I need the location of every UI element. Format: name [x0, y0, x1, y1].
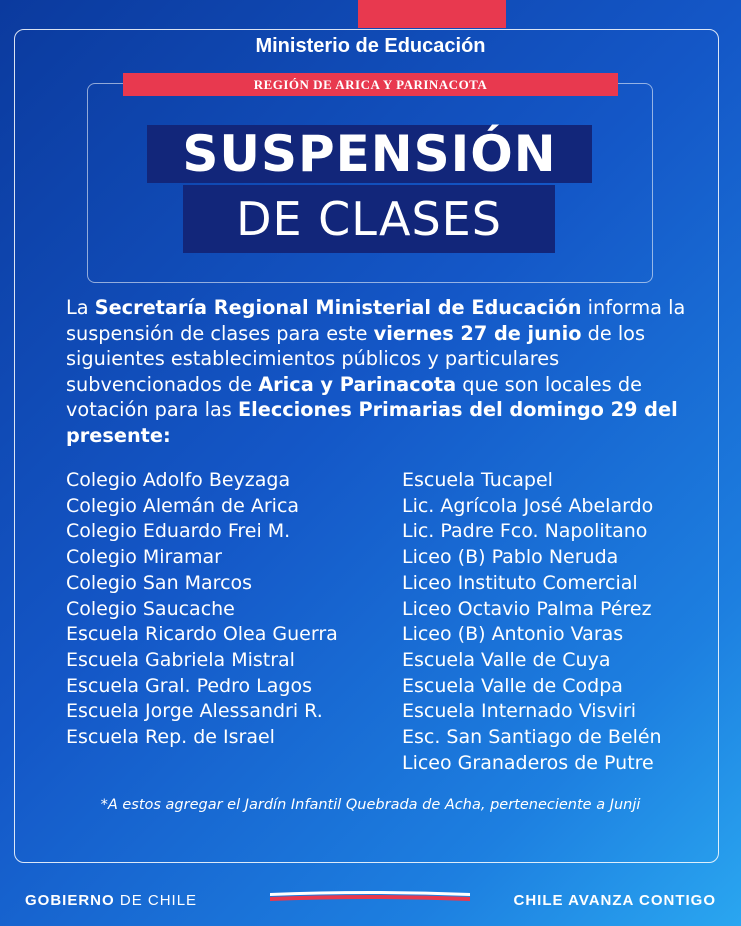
schools-list-right	[402, 468, 662, 776]
region-badge: REGIÓN DE ARICA Y PARINACOTA	[123, 73, 618, 96]
footer-gobierno-rest: DE CHILE	[114, 892, 198, 909]
footnote: *A estos agregar el Jardín Infantil Quebrada de Acha, perteneciente a Junji	[100, 797, 641, 813]
school-item: Lic. Agrícola José Abelardo	[402, 494, 654, 517]
school-item: Liceo Instituto Comercial	[402, 571, 638, 594]
flag-swoosh-icon	[270, 890, 470, 904]
school-item: Escuela Ricardo Olea Guerra	[66, 623, 338, 646]
title-line-2: DE CLASES	[183, 185, 555, 253]
ministry-name: Ministerio de Educación	[255, 35, 486, 57]
schools-list-left	[66, 468, 338, 751]
footer-gobierno	[25, 892, 197, 909]
footer-gobierno-bold: GOBIERNO	[25, 892, 115, 909]
intro-text: informa la suspensión de clases para este	[66, 296, 686, 345]
title-line-1: SUSPENSIÓN	[147, 125, 592, 183]
intro-text: de los siguientes establecimientos públicos y particulares subvencionados de	[66, 321, 646, 396]
school-item: Liceo Granaderos de Putre	[402, 751, 654, 774]
top-accent-tab	[358, 0, 506, 28]
school-item: Escuela Valle de Cuya	[402, 648, 611, 671]
school-item: Colegio San Marcos	[66, 571, 253, 594]
school-item: Liceo (B) Antonio Varas	[402, 623, 624, 646]
footer-slogan: CHILE AVANZA CONTIGO	[513, 892, 716, 909]
intro-bold-text: viernes 27 de junio	[373, 321, 582, 345]
intro-text: que son locales de votación para las	[66, 372, 642, 422]
school-item: Escuela Internado Visviri	[402, 700, 637, 723]
school-item: Escuela Gral. Pedro Lagos	[66, 674, 312, 697]
school-item: Lic. Padre Fco. Napolitano	[402, 520, 648, 543]
intro-text: La	[66, 296, 95, 319]
intro-paragraph	[66, 295, 691, 449]
school-item: Escuela Tucapel	[402, 469, 553, 491]
school-item: Esc. San Santiago de Belén	[402, 726, 662, 749]
school-item: Escuela Jorge Alessandri R.	[66, 700, 323, 723]
school-item: Colegio Eduardo Frei M.	[66, 520, 291, 543]
school-item: Colegio Alemán de Arica	[66, 494, 300, 517]
intro-bold-text: Secretaría Regional Ministerial de Educación	[94, 296, 582, 319]
intro-bold-text: Elecciones Primarias del domingo 29 del presente:	[66, 398, 678, 447]
school-item: Colegio Saucache	[66, 597, 235, 620]
school-item: Liceo Octavio Palma Pérez	[402, 597, 652, 620]
school-item: Colegio Adolfo Beyzaga	[66, 469, 291, 491]
school-item: Escuela Rep. de Israel	[66, 726, 275, 749]
school-item: Escuela Gabriela Mistral	[66, 648, 295, 671]
title-box	[87, 83, 653, 283]
school-item: Colegio Miramar	[66, 546, 222, 569]
school-item: Escuela Valle de Codpa	[402, 674, 623, 697]
school-item: Liceo (B) Pablo Neruda	[402, 546, 619, 569]
intro-bold-text: Arica y Parinacota	[258, 372, 457, 396]
